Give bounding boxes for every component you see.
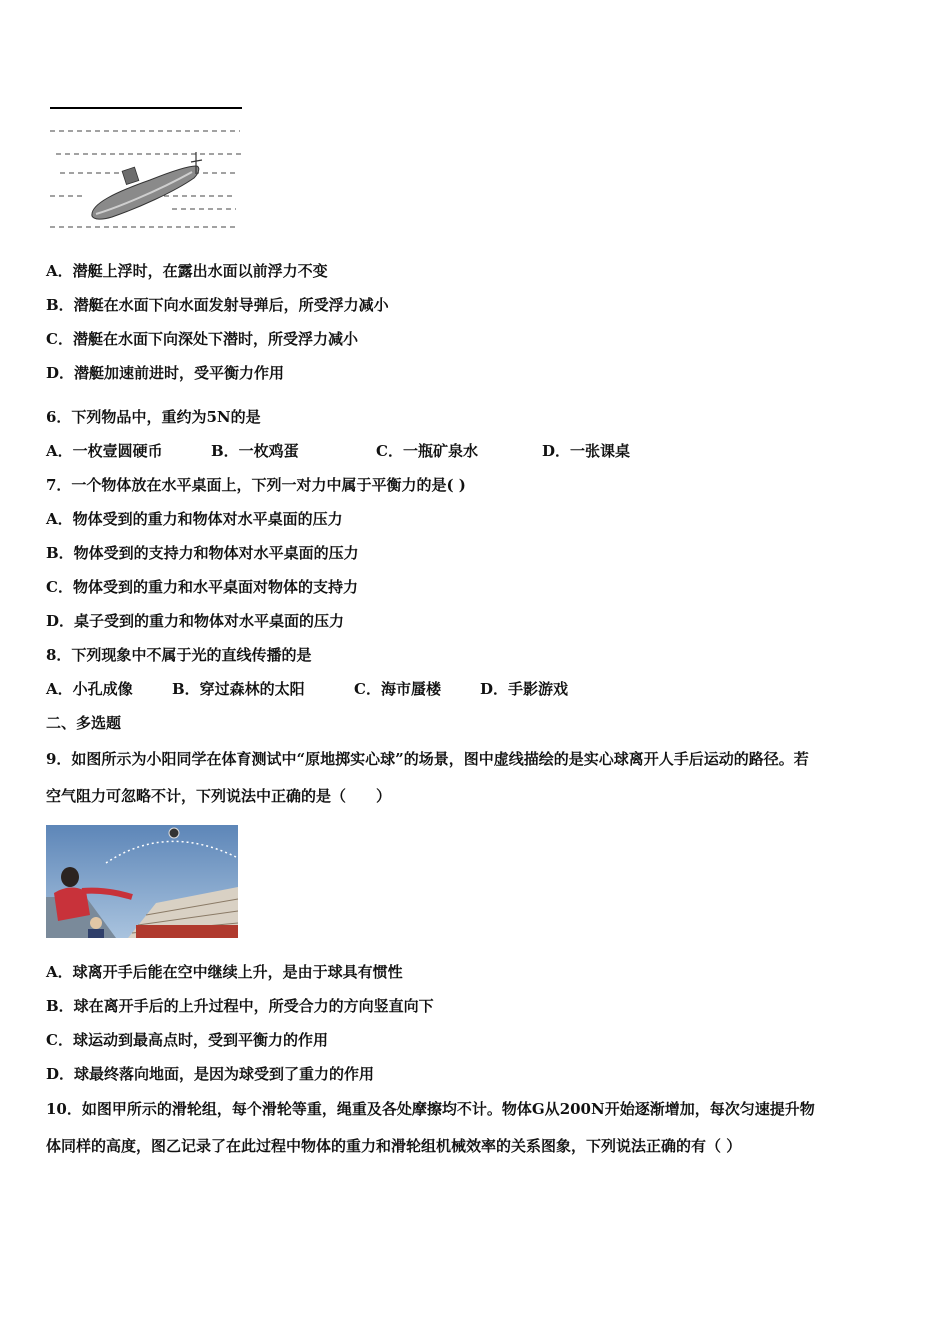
shot-put-photo <box>46 825 238 938</box>
q5-option-c: C．潜艇在水面下向深处下潜时，所受浮力减小 <box>46 330 358 348</box>
submarine-figure <box>46 100 246 235</box>
q6-option-d: D．一张课桌 <box>542 442 631 460</box>
q7-stem: 7．一个物体放在水平桌面上，下列一对力中属于平衡力的是( ) <box>46 476 466 494</box>
q5-option-b: B．潜艇在水面下向水面发射导弹后，所受浮力减小 <box>46 296 389 314</box>
q8-option-a: A．小孔成像 <box>46 680 133 698</box>
q8-option-d: D．手影游戏 <box>480 680 569 698</box>
q10-stem-line2: 体同样的高度，图乙记录了在此过程中物体的重力和滑轮组机械效率的关系图象，下列说法正确的有（ ） <box>46 1137 742 1155</box>
q5-option-a: A．潜艇上浮时，在露出水面以前浮力不变 <box>46 262 328 280</box>
q6-option-a: A．一枚壹圆硬币 <box>46 442 163 460</box>
q6-option-c: C．一瓶矿泉水 <box>376 442 478 460</box>
q6-option-b: B．一枚鸡蛋 <box>211 442 299 460</box>
q9-stem-line1: 9．如图所示为小阳同学在体育测试中“原地掷实心球”的场景，图中虚线描绘的是实心球离开人手后运动的路径。若 <box>46 750 809 768</box>
q6-stem: 6．下列物品中，重约为5N的是 <box>46 408 261 426</box>
q7-option-b: B．物体受到的支持力和物体对水平桌面的压力 <box>46 544 359 562</box>
q9-stem-line2: 空气阻力可忽略不计，下列说法中正确的是（ ） <box>46 787 392 805</box>
q9-option-a: A．球离开手后能在空中继续上升，是由于球具有惯性 <box>46 963 403 981</box>
q8-option-c: C．海市蜃楼 <box>354 680 441 698</box>
q5-option-d: D．潜艇加速前进时，受平衡力作用 <box>46 364 285 382</box>
q7-option-a: A．物体受到的重力和物体对水平桌面的压力 <box>46 510 343 528</box>
q8-option-b: B．穿过森林的太阳 <box>172 680 305 698</box>
q7-option-c: C．物体受到的重力和水平桌面对物体的支持力 <box>46 578 358 596</box>
q7-option-d: D．桌子受到的重力和物体对水平桌面的压力 <box>46 612 345 630</box>
q9-option-b: B．球在离开手后的上升过程中，所受合力的方向竖直向下 <box>46 997 434 1015</box>
q9-option-c: C．球运动到最高点时，受到平衡力的作用 <box>46 1031 328 1049</box>
q10-stem-line1: 10．如图甲所示的滑轮组，每个滑轮等重，绳重及各处摩擦均不计。物体G从200N开始逐渐增加，每次匀速提升物 <box>46 1100 815 1118</box>
section-heading: 二、多选题 <box>46 714 122 732</box>
q9-option-d: D．球最终落向地面，是因为球受到了重力的作用 <box>46 1065 375 1083</box>
q8-stem: 8．下列现象中不属于光的直线传播的是 <box>46 646 312 664</box>
